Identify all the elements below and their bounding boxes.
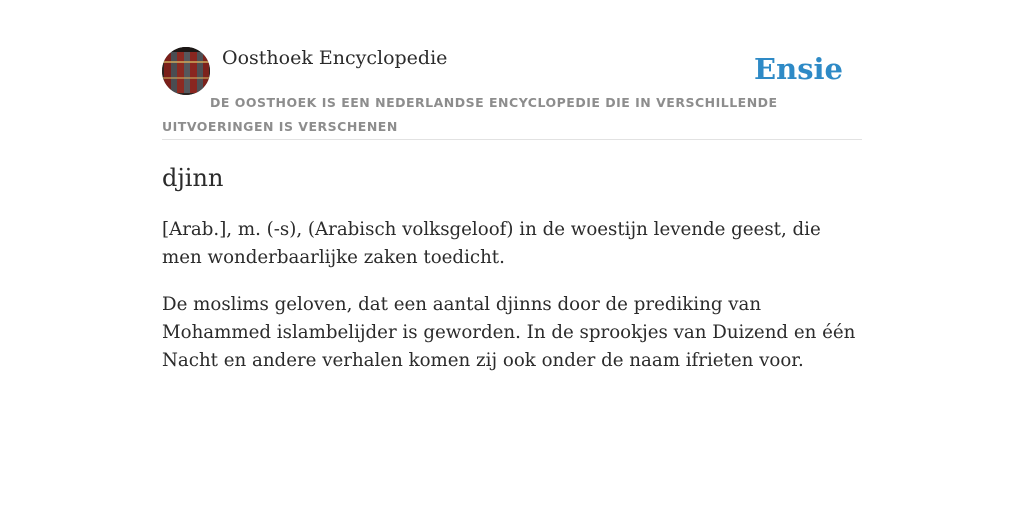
entry-content xyxy=(162,160,862,375)
site-tagline: DE OOSTHOEK IS EEN NEDERLANDSE ENCYCLOPEDIE DIE IN VERSCHILLENDE UITVOERINGEN IS VERSCHENEN xyxy=(162,95,778,134)
site-title[interactable]: Oosthoek Encyclopedie xyxy=(222,47,448,69)
encyclopedia-avatar-icon[interactable] xyxy=(162,47,210,95)
header-divider xyxy=(162,139,862,140)
entry-paragraph: [Arab.], m. (-s), (Arabisch volksgeloof) in de woestijn levende geest, die men wonderbaarlijke zaken toedicht. xyxy=(162,219,821,268)
ensie-logo-link[interactable]: Ensie xyxy=(754,52,843,86)
entry-title: djinn xyxy=(162,164,224,192)
entry-paragraph: De moslims geloven, dat een aantal djinns door de prediking van Mohammed islambelijder is geworden. In de sprookjes van Duizend en één Nacht en andere verhalen komen zij ook onder de naam ifrieten voor. xyxy=(162,294,856,371)
